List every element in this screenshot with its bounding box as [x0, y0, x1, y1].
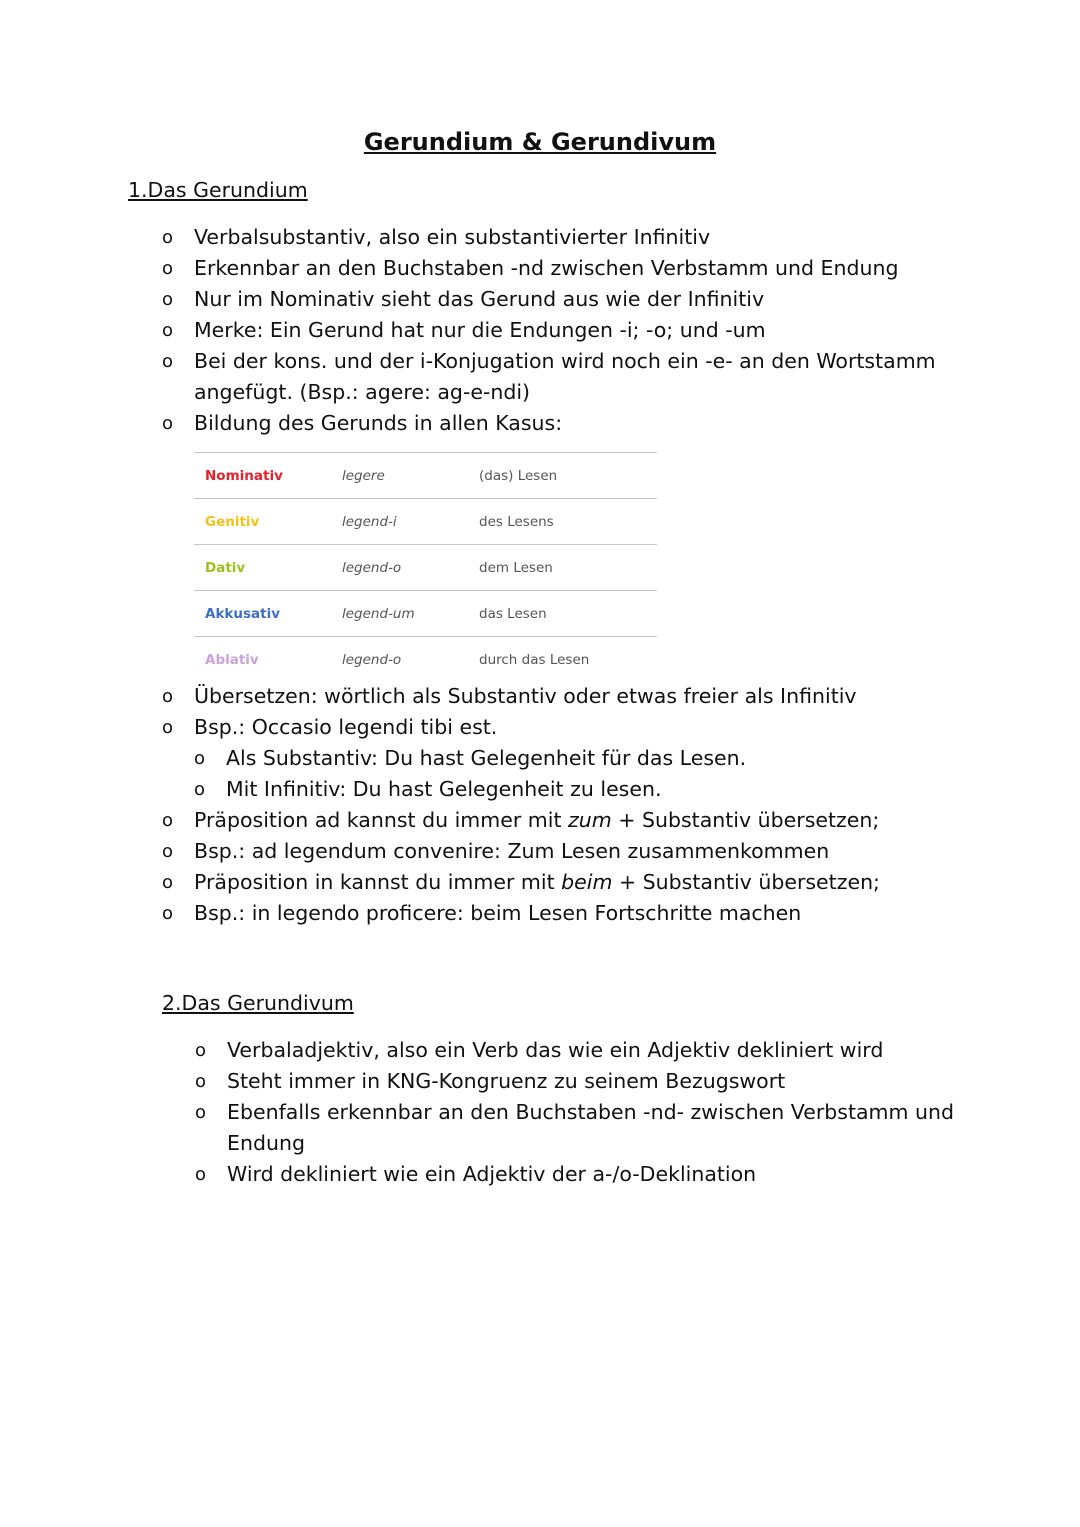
list-item-text: Als Substantiv: Du hast Gelegenheit für das Lesen.	[226, 746, 747, 770]
list-item	[162, 346, 952, 408]
form-ending: -o	[388, 559, 402, 576]
list-item-text: Nur im Nominativ sieht das Gerund aus wie der Infinitiv	[194, 287, 765, 311]
text-part: Präposition ad kannst du immer mit	[194, 808, 569, 832]
bullet-icon: o	[162, 320, 174, 341]
list-item	[195, 1035, 955, 1066]
gerundium-list-intro	[162, 222, 952, 439]
form-stem: legend	[342, 605, 389, 622]
list-item	[162, 805, 952, 836]
bullet-icon: o	[195, 1071, 207, 1092]
translation-cell: des Lesens	[468, 499, 657, 545]
table-row	[194, 545, 657, 591]
list-item-text: Verbaladjektiv, also ein Verb das wie ein Adjektiv dekliniert wird	[227, 1038, 884, 1062]
table-row	[194, 499, 657, 545]
form-stem: legend	[342, 559, 389, 576]
list-item-text: Wird dekliniert wie ein Adjektiv der a-/o-Deklination	[227, 1162, 757, 1186]
emphasis-text: zum	[568, 808, 612, 832]
form-cell	[331, 545, 468, 591]
gerundivum-list	[195, 1035, 955, 1190]
bullet-icon: o	[162, 810, 174, 831]
bullet-icon: o	[194, 748, 206, 769]
form-cell	[331, 499, 468, 545]
form-cell	[331, 591, 468, 637]
list-item-text: Steht immer in KNG-Kongruenz zu seinem Bezugswort	[227, 1069, 786, 1093]
text-part: + Substantiv übersetzen;	[611, 808, 880, 832]
text-part: + Substantiv übersetzen;	[612, 870, 880, 894]
list-item-text: Mit Infinitiv: Du hast Gelegenheit zu lesen.	[226, 777, 662, 801]
gerundium-list-translation	[162, 681, 952, 929]
form-cell	[331, 453, 468, 499]
case-name-cell: Akkusativ	[194, 591, 331, 637]
section-heading-gerundium: 1.Das Gerundium	[128, 178, 308, 202]
emphasis-text: beim	[561, 870, 613, 894]
list-item	[162, 867, 952, 898]
sub-list-item	[194, 774, 952, 805]
list-item-text: Erkennbar an den Buchstaben -nd zwischen Verbstamm und Endung	[194, 256, 899, 280]
bullet-icon: o	[162, 351, 174, 372]
case-name-cell: Genitiv	[194, 499, 331, 545]
form-stem: legere	[342, 467, 385, 484]
bullet-icon: o	[162, 289, 174, 310]
list-item	[195, 1066, 955, 1097]
sub-list-item	[194, 743, 952, 774]
bullet-icon: o	[195, 1040, 207, 1061]
gerund-case-table	[194, 452, 657, 683]
list-item	[162, 836, 952, 867]
form-ending: -um	[388, 605, 415, 622]
case-name-cell: Dativ	[194, 545, 331, 591]
list-item	[162, 681, 952, 712]
page-title: Gerundium & Gerundivum	[363, 128, 717, 156]
form-cell	[331, 637, 468, 683]
table-row	[194, 637, 657, 683]
form-ending: -o	[388, 651, 402, 668]
list-item	[195, 1097, 955, 1159]
case-name-cell: Ablativ	[205, 651, 259, 668]
example-sublist	[194, 743, 952, 805]
bullet-icon: o	[194, 779, 206, 800]
table-row	[194, 591, 657, 637]
list-item	[162, 898, 952, 929]
list-item-text: Bei der kons. und der i-Konjugation wird noch ein -e- an den Wortstamm angefügt. (Bsp.: agere: ag-e-ndi)	[194, 349, 936, 404]
list-item	[162, 253, 952, 284]
list-item-text: Bildung des Gerunds in allen Kasus:	[194, 411, 563, 435]
bullet-icon: o	[162, 413, 174, 434]
bullet-icon: o	[162, 258, 174, 279]
list-item	[195, 1159, 955, 1190]
bullet-icon: o	[162, 841, 174, 862]
table-row	[194, 453, 657, 499]
case-name-cell: Nominativ	[194, 453, 331, 499]
translation-cell: durch das Lesen	[479, 651, 590, 668]
bullet-icon: o	[162, 227, 174, 248]
translation-cell: dem Lesen	[468, 545, 657, 591]
form-ending: -i	[388, 513, 397, 530]
translation-cell: das Lesen	[468, 591, 657, 637]
form-stem: legend	[342, 651, 389, 668]
list-item	[162, 408, 952, 439]
list-item-text: Bsp.: ad legendum convenire: Zum Lesen zusammenkommen	[194, 839, 830, 863]
text-part: Präposition in kannst du immer mit	[194, 870, 562, 894]
list-item-text: Übersetzen: wörtlich als Substantiv oder etwas freier als Infinitiv	[194, 684, 857, 708]
list-item-text: Ebenfalls erkennbar an den Buchstaben -nd- zwischen Verbstamm und Endung	[227, 1100, 954, 1155]
bullet-icon: o	[162, 903, 174, 924]
list-item-text: Bsp.: Occasio legendi tibi est.	[194, 715, 498, 739]
translation-cell: (das) Lesen	[468, 453, 657, 499]
list-item	[162, 284, 952, 315]
section-heading-gerundivum: 2.Das Gerundivum	[162, 991, 354, 1015]
list-item-text: Verbalsubstantiv, also ein substantivierter Infinitiv	[194, 225, 711, 249]
list-item	[162, 315, 952, 346]
form-stem: legend	[342, 513, 389, 530]
bullet-icon: o	[162, 717, 174, 738]
bullet-icon: o	[162, 872, 174, 893]
bullet-icon: o	[195, 1164, 207, 1185]
list-item	[162, 222, 952, 253]
list-item-text: Bsp.: in legendo proficere: beim Lesen Fortschritte machen	[194, 901, 802, 925]
list-item-text: Merke: Ein Gerund hat nur die Endungen -i; -o; und -um	[194, 318, 766, 342]
bullet-icon: o	[195, 1102, 207, 1123]
list-item	[162, 712, 952, 805]
bullet-icon: o	[162, 686, 174, 707]
